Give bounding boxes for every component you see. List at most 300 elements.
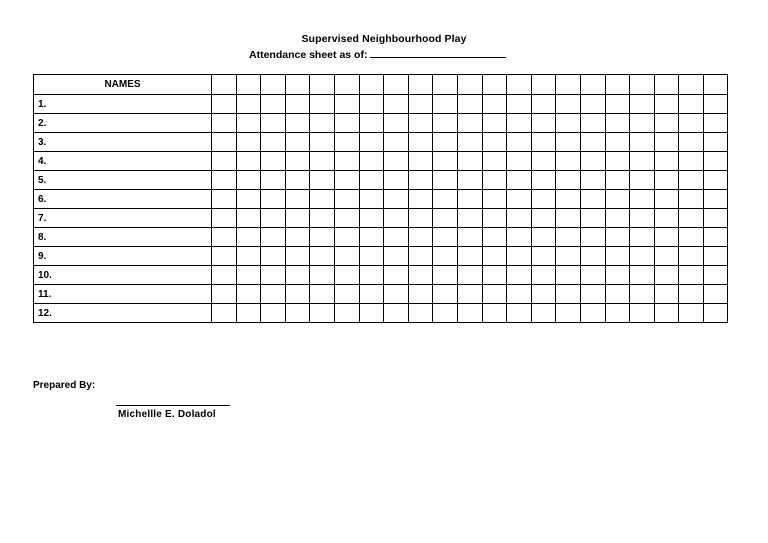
attendance-cell bbox=[384, 133, 409, 152]
attendance-cell bbox=[482, 266, 507, 285]
attendance-cell bbox=[310, 228, 335, 247]
attendance-cell bbox=[433, 209, 458, 228]
attendance-cell bbox=[433, 114, 458, 133]
attendance-cell bbox=[703, 247, 728, 266]
attendance-cell bbox=[433, 95, 458, 114]
attendance-date-line bbox=[249, 47, 506, 61]
attendance-cell bbox=[507, 133, 532, 152]
attendance-cell bbox=[334, 247, 359, 266]
prepared-by-label: Prepared By: bbox=[33, 380, 96, 391]
attendance-cell bbox=[605, 190, 630, 209]
attendance-cell bbox=[384, 171, 409, 190]
attendance-cell bbox=[384, 209, 409, 228]
attendance-cell bbox=[556, 228, 581, 247]
row-number-cell: 1. bbox=[34, 95, 212, 114]
attendance-cell bbox=[236, 133, 261, 152]
attendance-cell bbox=[580, 228, 605, 247]
attendance-cell bbox=[507, 171, 532, 190]
attendance-cell bbox=[236, 171, 261, 190]
attendance-cell bbox=[261, 304, 286, 323]
attendance-cell bbox=[703, 171, 728, 190]
attendance-cell bbox=[334, 266, 359, 285]
attendance-cell bbox=[212, 285, 237, 304]
attendance-cell bbox=[236, 209, 261, 228]
row-number-cell: 6. bbox=[34, 190, 212, 209]
attendance-cell bbox=[457, 95, 482, 114]
attendance-cell bbox=[580, 114, 605, 133]
day-column-header bbox=[605, 75, 630, 95]
attendance-cell bbox=[679, 152, 704, 171]
attendance-cell bbox=[285, 114, 310, 133]
attendance-cell bbox=[507, 209, 532, 228]
day-column-header bbox=[334, 75, 359, 95]
attendance-cell bbox=[334, 228, 359, 247]
table-row bbox=[34, 152, 728, 171]
attendance-cell bbox=[359, 190, 384, 209]
attendance-cell bbox=[261, 247, 286, 266]
attendance-cell bbox=[531, 228, 556, 247]
day-column-header bbox=[433, 75, 458, 95]
attendance-cell bbox=[408, 304, 433, 323]
attendance-cell bbox=[359, 228, 384, 247]
attendance-cell bbox=[359, 171, 384, 190]
signatory-name: Michellle E. Doladol bbox=[118, 409, 216, 420]
attendance-cell bbox=[310, 171, 335, 190]
attendance-cell bbox=[212, 114, 237, 133]
attendance-cell bbox=[556, 285, 581, 304]
attendance-cell bbox=[408, 133, 433, 152]
attendance-cell bbox=[236, 247, 261, 266]
attendance-cell bbox=[507, 266, 532, 285]
attendance-cell bbox=[408, 209, 433, 228]
attendance-cell bbox=[359, 209, 384, 228]
attendance-cell bbox=[482, 247, 507, 266]
attendance-cell bbox=[359, 95, 384, 114]
attendance-cell bbox=[630, 171, 655, 190]
attendance-cell bbox=[334, 95, 359, 114]
day-column-header bbox=[531, 75, 556, 95]
attendance-cell bbox=[359, 285, 384, 304]
attendance-cell bbox=[261, 114, 286, 133]
attendance-cell bbox=[703, 285, 728, 304]
row-number-cell: 2. bbox=[34, 114, 212, 133]
attendance-cell bbox=[679, 133, 704, 152]
attendance-cell bbox=[630, 304, 655, 323]
attendance-cell bbox=[212, 190, 237, 209]
attendance-cell bbox=[359, 114, 384, 133]
attendance-cell bbox=[703, 190, 728, 209]
attendance-cell bbox=[408, 190, 433, 209]
attendance-cell bbox=[580, 171, 605, 190]
attendance-cell bbox=[482, 171, 507, 190]
attendance-cell bbox=[433, 133, 458, 152]
attendance-cell bbox=[605, 285, 630, 304]
attendance-cell bbox=[531, 133, 556, 152]
day-column-header bbox=[359, 75, 384, 95]
day-column-header bbox=[703, 75, 728, 95]
attendance-cell bbox=[236, 285, 261, 304]
attendance-cell bbox=[408, 114, 433, 133]
attendance-cell bbox=[359, 133, 384, 152]
table-row bbox=[34, 247, 728, 266]
attendance-cell bbox=[310, 95, 335, 114]
attendance-cell bbox=[703, 209, 728, 228]
attendance-cell bbox=[457, 114, 482, 133]
attendance-cell bbox=[531, 247, 556, 266]
attendance-cell bbox=[482, 133, 507, 152]
attendance-cell bbox=[605, 152, 630, 171]
attendance-cell bbox=[531, 190, 556, 209]
attendance-date-blank bbox=[370, 47, 506, 58]
attendance-cell bbox=[580, 152, 605, 171]
attendance-cell bbox=[605, 171, 630, 190]
attendance-cell bbox=[654, 171, 679, 190]
attendance-cell bbox=[507, 114, 532, 133]
attendance-cell bbox=[457, 171, 482, 190]
attendance-cell bbox=[654, 133, 679, 152]
attendance-cell bbox=[482, 209, 507, 228]
attendance-cell bbox=[310, 304, 335, 323]
attendance-cell bbox=[556, 247, 581, 266]
attendance-cell bbox=[285, 190, 310, 209]
attendance-cell bbox=[457, 152, 482, 171]
attendance-cell bbox=[580, 304, 605, 323]
attendance-cell bbox=[507, 228, 532, 247]
attendance-cell bbox=[605, 133, 630, 152]
attendance-date-label: Attendance sheet as of: bbox=[249, 49, 368, 61]
attendance-cell bbox=[433, 266, 458, 285]
attendance-cell bbox=[408, 152, 433, 171]
attendance-cell bbox=[531, 209, 556, 228]
attendance-cell bbox=[482, 228, 507, 247]
attendance-cell bbox=[408, 247, 433, 266]
attendance-cell bbox=[384, 152, 409, 171]
day-column-header bbox=[212, 75, 237, 95]
attendance-cell bbox=[212, 304, 237, 323]
attendance-cell bbox=[285, 266, 310, 285]
attendance-cell bbox=[359, 247, 384, 266]
attendance-cell bbox=[654, 247, 679, 266]
attendance-cell bbox=[334, 304, 359, 323]
attendance-cell bbox=[507, 95, 532, 114]
attendance-cell bbox=[212, 228, 237, 247]
document-title: Supervised Neighbourhood Play bbox=[301, 33, 467, 45]
attendance-cell bbox=[630, 209, 655, 228]
attendance-cell bbox=[531, 171, 556, 190]
day-column-header bbox=[310, 75, 335, 95]
attendance-cell bbox=[457, 209, 482, 228]
row-number-cell: 10. bbox=[34, 266, 212, 285]
attendance-cell bbox=[261, 133, 286, 152]
attendance-cell bbox=[507, 285, 532, 304]
attendance-cell bbox=[630, 285, 655, 304]
attendance-cell bbox=[334, 114, 359, 133]
attendance-cell bbox=[310, 247, 335, 266]
attendance-cell bbox=[630, 266, 655, 285]
attendance-cell bbox=[261, 95, 286, 114]
attendance-cell bbox=[679, 285, 704, 304]
attendance-cell bbox=[310, 266, 335, 285]
attendance-cell bbox=[285, 304, 310, 323]
attendance-cell bbox=[384, 95, 409, 114]
attendance-cell bbox=[457, 285, 482, 304]
day-column-header bbox=[556, 75, 581, 95]
attendance-cell bbox=[212, 266, 237, 285]
attendance-cell bbox=[261, 228, 286, 247]
attendance-cell bbox=[605, 209, 630, 228]
attendance-cell bbox=[482, 304, 507, 323]
attendance-cell bbox=[236, 190, 261, 209]
attendance-cell bbox=[359, 152, 384, 171]
attendance-cell bbox=[580, 266, 605, 285]
attendance-cell bbox=[605, 228, 630, 247]
attendance-cell bbox=[580, 209, 605, 228]
day-column-header bbox=[580, 75, 605, 95]
attendance-cell bbox=[654, 152, 679, 171]
attendance-cell bbox=[630, 95, 655, 114]
attendance-cell bbox=[605, 247, 630, 266]
attendance-cell bbox=[285, 95, 310, 114]
attendance-cell bbox=[679, 190, 704, 209]
attendance-cell bbox=[334, 133, 359, 152]
attendance-cell bbox=[654, 190, 679, 209]
table-row bbox=[34, 190, 728, 209]
attendance-table bbox=[33, 74, 728, 323]
attendance-cell bbox=[310, 285, 335, 304]
attendance-cell bbox=[630, 190, 655, 209]
attendance-cell bbox=[605, 95, 630, 114]
row-number-cell: 9. bbox=[34, 247, 212, 266]
attendance-cell bbox=[679, 209, 704, 228]
attendance-cell bbox=[531, 114, 556, 133]
table-row bbox=[34, 114, 728, 133]
attendance-cell bbox=[384, 228, 409, 247]
attendance-cell bbox=[433, 285, 458, 304]
table-header-row bbox=[34, 75, 728, 95]
table-row bbox=[34, 209, 728, 228]
attendance-cell bbox=[212, 209, 237, 228]
attendance-cell bbox=[285, 228, 310, 247]
attendance-cell bbox=[507, 247, 532, 266]
attendance-cell bbox=[482, 190, 507, 209]
day-column-header bbox=[654, 75, 679, 95]
attendance-cell bbox=[531, 304, 556, 323]
attendance-cell bbox=[285, 285, 310, 304]
row-number-cell: 4. bbox=[34, 152, 212, 171]
attendance-cell bbox=[261, 152, 286, 171]
table-body bbox=[34, 95, 728, 323]
attendance-cell bbox=[261, 171, 286, 190]
attendance-cell bbox=[236, 114, 261, 133]
attendance-cell bbox=[261, 190, 286, 209]
attendance-cell bbox=[679, 228, 704, 247]
attendance-cell bbox=[556, 114, 581, 133]
attendance-cell bbox=[212, 171, 237, 190]
attendance-cell bbox=[261, 285, 286, 304]
attendance-cell bbox=[285, 247, 310, 266]
attendance-cell bbox=[457, 190, 482, 209]
attendance-cell bbox=[236, 95, 261, 114]
attendance-cell bbox=[310, 190, 335, 209]
attendance-cell bbox=[236, 228, 261, 247]
attendance-cell bbox=[408, 266, 433, 285]
day-column-header bbox=[679, 75, 704, 95]
row-number-cell: 3. bbox=[34, 133, 212, 152]
attendance-cell bbox=[556, 95, 581, 114]
attendance-cell bbox=[556, 190, 581, 209]
attendance-cell bbox=[433, 190, 458, 209]
attendance-cell bbox=[408, 228, 433, 247]
attendance-cell bbox=[334, 190, 359, 209]
attendance-cell bbox=[654, 114, 679, 133]
day-column-header bbox=[630, 75, 655, 95]
attendance-cell bbox=[482, 152, 507, 171]
attendance-cell bbox=[556, 152, 581, 171]
attendance-cell bbox=[679, 95, 704, 114]
attendance-cell bbox=[384, 304, 409, 323]
attendance-cell bbox=[580, 285, 605, 304]
attendance-cell bbox=[384, 190, 409, 209]
attendance-cell bbox=[261, 266, 286, 285]
attendance-cell bbox=[457, 133, 482, 152]
day-column-header bbox=[457, 75, 482, 95]
attendance-cell bbox=[703, 228, 728, 247]
day-column-header bbox=[384, 75, 409, 95]
attendance-cell bbox=[236, 266, 261, 285]
row-number-cell: 7. bbox=[34, 209, 212, 228]
row-number-cell: 12. bbox=[34, 304, 212, 323]
attendance-cell bbox=[580, 95, 605, 114]
table-row bbox=[34, 228, 728, 247]
attendance-cell bbox=[384, 266, 409, 285]
day-column-header bbox=[285, 75, 310, 95]
attendance-cell bbox=[359, 304, 384, 323]
attendance-cell bbox=[605, 304, 630, 323]
day-column-header bbox=[408, 75, 433, 95]
attendance-cell bbox=[630, 152, 655, 171]
attendance-cell bbox=[261, 209, 286, 228]
attendance-cell bbox=[679, 247, 704, 266]
table-row bbox=[34, 133, 728, 152]
attendance-cell bbox=[285, 152, 310, 171]
attendance-cell bbox=[408, 171, 433, 190]
attendance-cell bbox=[556, 133, 581, 152]
attendance-cell bbox=[654, 304, 679, 323]
attendance-cell bbox=[212, 247, 237, 266]
day-column-header bbox=[507, 75, 532, 95]
attendance-cell bbox=[433, 152, 458, 171]
attendance-cell bbox=[703, 133, 728, 152]
attendance-cell bbox=[236, 152, 261, 171]
day-column-header bbox=[482, 75, 507, 95]
signature-line bbox=[116, 405, 230, 406]
attendance-cell bbox=[703, 304, 728, 323]
attendance-cell bbox=[703, 114, 728, 133]
attendance-cell bbox=[556, 171, 581, 190]
attendance-cell bbox=[531, 266, 556, 285]
attendance-cell bbox=[654, 285, 679, 304]
attendance-cell bbox=[507, 190, 532, 209]
attendance-cell bbox=[654, 228, 679, 247]
attendance-cell bbox=[285, 209, 310, 228]
attendance-cell bbox=[457, 247, 482, 266]
attendance-cell bbox=[630, 133, 655, 152]
attendance-cell bbox=[384, 285, 409, 304]
attendance-cell bbox=[285, 171, 310, 190]
attendance-cell bbox=[679, 266, 704, 285]
attendance-cell bbox=[580, 133, 605, 152]
row-number-cell: 11. bbox=[34, 285, 212, 304]
attendance-cell bbox=[605, 266, 630, 285]
attendance-cell bbox=[580, 247, 605, 266]
attendance-cell bbox=[334, 209, 359, 228]
attendance-cell bbox=[679, 304, 704, 323]
attendance-cell bbox=[310, 209, 335, 228]
attendance-cell bbox=[212, 95, 237, 114]
attendance-cell bbox=[457, 304, 482, 323]
attendance-cell bbox=[654, 209, 679, 228]
attendance-cell bbox=[630, 247, 655, 266]
attendance-cell bbox=[703, 266, 728, 285]
attendance-cell bbox=[605, 114, 630, 133]
attendance-cell bbox=[310, 133, 335, 152]
attendance-cell bbox=[310, 114, 335, 133]
attendance-cell bbox=[531, 95, 556, 114]
attendance-cell bbox=[433, 304, 458, 323]
attendance-cell bbox=[212, 133, 237, 152]
day-column-header bbox=[236, 75, 261, 95]
attendance-cell bbox=[556, 266, 581, 285]
attendance-cell bbox=[457, 266, 482, 285]
attendance-cell bbox=[408, 95, 433, 114]
attendance-cell bbox=[507, 152, 532, 171]
attendance-cell bbox=[556, 209, 581, 228]
attendance-cell bbox=[654, 95, 679, 114]
attendance-cell bbox=[433, 171, 458, 190]
attendance-cell bbox=[654, 266, 679, 285]
attendance-cell bbox=[482, 95, 507, 114]
table-row bbox=[34, 266, 728, 285]
attendance-cell bbox=[457, 228, 482, 247]
table-row bbox=[34, 95, 728, 114]
attendance-cell bbox=[433, 247, 458, 266]
attendance-cell bbox=[679, 114, 704, 133]
row-number-cell: 5. bbox=[34, 171, 212, 190]
attendance-cell bbox=[556, 304, 581, 323]
attendance-cell bbox=[507, 304, 532, 323]
attendance-cell bbox=[334, 285, 359, 304]
attendance-cell bbox=[408, 285, 433, 304]
attendance-cell bbox=[384, 247, 409, 266]
attendance-cell bbox=[531, 285, 556, 304]
attendance-cell bbox=[679, 171, 704, 190]
attendance-cell bbox=[531, 152, 556, 171]
attendance-cell bbox=[384, 114, 409, 133]
attendance-cell bbox=[359, 266, 384, 285]
attendance-cell bbox=[580, 190, 605, 209]
day-column-header bbox=[261, 75, 286, 95]
attendance-cell bbox=[630, 228, 655, 247]
table-row bbox=[34, 171, 728, 190]
attendance-cell bbox=[703, 152, 728, 171]
attendance-cell bbox=[482, 285, 507, 304]
attendance-cell bbox=[703, 95, 728, 114]
attendance-cell bbox=[482, 114, 507, 133]
attendance-cell bbox=[285, 133, 310, 152]
table-row bbox=[34, 285, 728, 304]
row-number-cell: 8. bbox=[34, 228, 212, 247]
attendance-cell bbox=[630, 114, 655, 133]
